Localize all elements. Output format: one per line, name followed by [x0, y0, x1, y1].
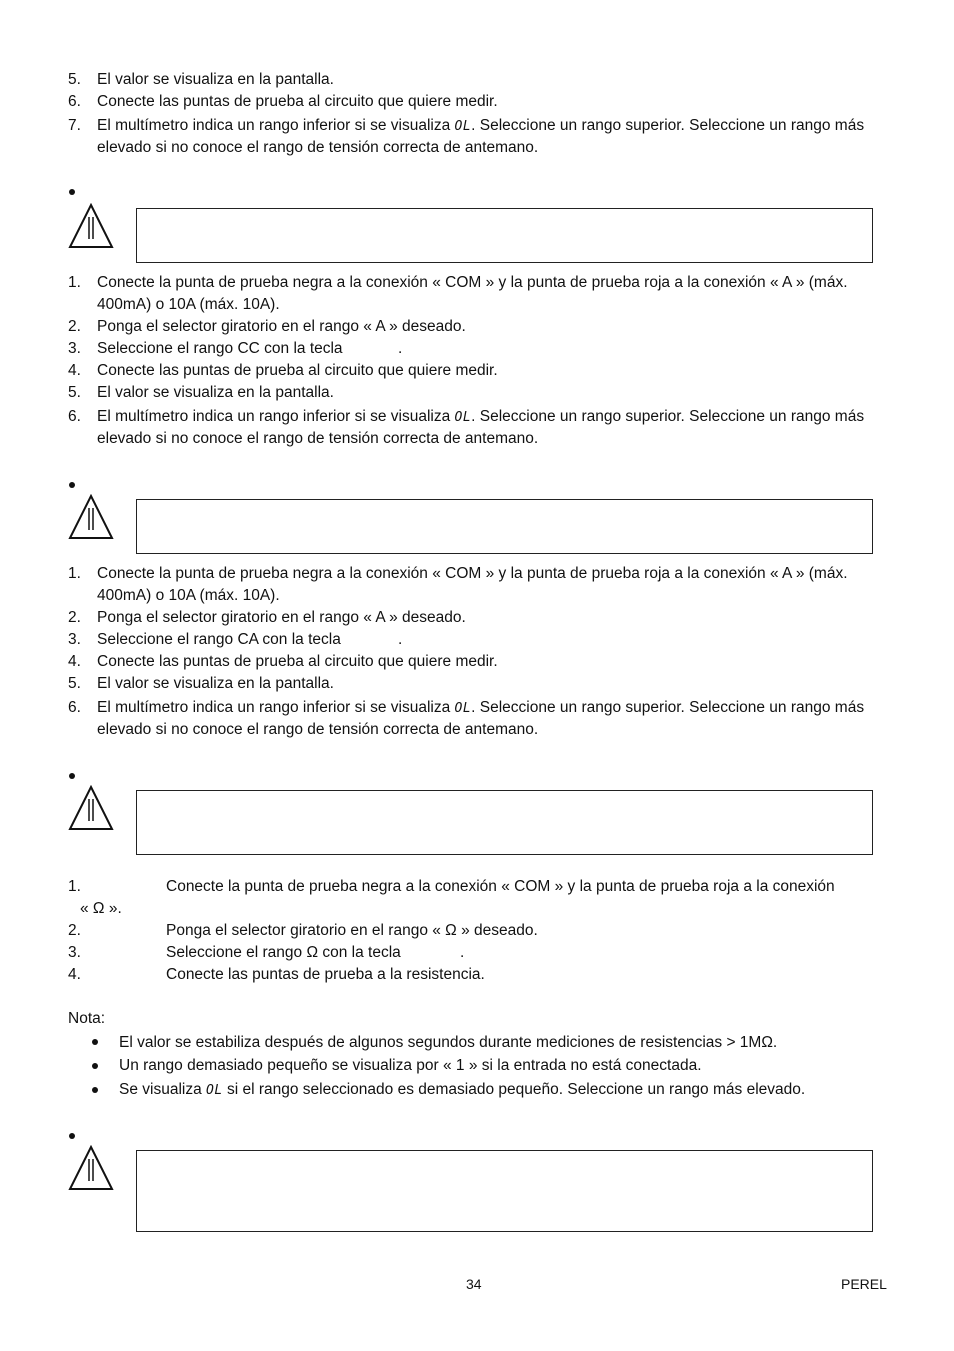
list-item: Seleccione el rango CC con la tecla [97, 340, 343, 357]
list-number: 1. [68, 878, 81, 895]
note-item: Un rango demasiado pequeño se visualiza por « 1 » si la entrada no está conectada. [119, 1057, 702, 1074]
list-item-end: . [398, 631, 403, 648]
list-number: 5. [68, 675, 81, 692]
list-item: Conecte las puntas de prueba al circuito que quiere medir. [97, 653, 498, 670]
list-item: Seleccione el rango Ω con la tecla [166, 944, 401, 961]
ol-display-glyph: OL [454, 701, 472, 716]
brand-name: PEREL [841, 1276, 887, 1292]
bullet-icon [92, 1087, 98, 1093]
list-item: Ponga el selector giratorio en el rango « Ω » deseado. [166, 922, 538, 939]
list-item: El multímetro indica un rango inferior si se visualiza OL. Seleccione un rango superior. Seleccione un rango más [97, 699, 865, 716]
list-item: Conecte las puntas de prueba al circuito que quiere medir. [97, 93, 498, 110]
note-item: El valor se estabiliza después de algunos segundos durante mediciones de resistencias > 1MΩ. [119, 1034, 778, 1051]
list-item: Ponga el selector giratorio en el rango « A » deseado. [97, 318, 466, 335]
list-item-continuation: 400mA) o 10A (máx. 10A). [97, 296, 280, 313]
warning-triangle-icon [68, 785, 114, 831]
note-label: Nota: [68, 1010, 106, 1027]
list-number: 7. [68, 117, 81, 134]
list-number: 2. [68, 318, 81, 335]
warning-box [136, 208, 873, 263]
warning-box [136, 499, 873, 554]
note-item: Se visualiza OL si el rango seleccionado es demasiado pequeño. Seleccione un rango más elevado. [119, 1081, 806, 1098]
list-number: 2. [68, 922, 81, 939]
list-number: 5. [68, 71, 81, 88]
list-item-continuation: 400mA) o 10A (máx. 10A). [97, 587, 280, 604]
list-item: Ponga el selector giratorio en el rango « A » deseado. [97, 609, 466, 626]
bullet-icon [69, 482, 75, 488]
list-number: 3. [68, 340, 81, 357]
list-number: 6. [68, 93, 81, 110]
list-number: 6. [68, 699, 81, 716]
warning-box [136, 790, 873, 855]
list-number: 1. [68, 274, 81, 291]
list-item: El valor se visualiza en la pantalla. [97, 71, 334, 88]
page-number: 34 [466, 1276, 482, 1292]
bullet-icon [69, 1133, 75, 1139]
list-item: Conecte la punta de prueba negra a la conexión « COM » y la punta de prueba roja a la conexión « A » (máx. [97, 274, 848, 291]
list-number: 4. [68, 966, 81, 983]
list-item: El multímetro indica un rango inferior si se visualiza OL. Seleccione un rango superior. Seleccione un rango más [97, 117, 865, 134]
list-item: El multímetro indica un rango inferior si se visualiza OL. Seleccione un rango superior. Seleccione un rango más [97, 408, 865, 425]
list-item: Conecte las puntas de prueba a la resistencia. [166, 966, 485, 983]
list-item: Seleccione el rango CA con la tecla [97, 631, 341, 648]
ol-display-glyph: OL [454, 119, 472, 134]
warning-box [136, 1150, 873, 1232]
bullet-icon [92, 1063, 98, 1069]
list-number: 1. [68, 565, 81, 582]
list-number: 4. [68, 362, 81, 379]
list-number: 6. [68, 408, 81, 425]
list-item: El valor se visualiza en la pantalla. [97, 384, 334, 401]
list-number: 3. [68, 944, 81, 961]
warning-triangle-icon [68, 494, 114, 540]
list-item: Conecte la punta de prueba negra a la conexión « COM » y la punta de prueba roja a la conexión « A » (máx. [97, 565, 848, 582]
list-item-continuation: elevado si no conoce el rango de tensión correcta de antemano. [97, 430, 539, 447]
ol-display-glyph: OL [206, 1083, 223, 1098]
warning-triangle-icon [68, 203, 114, 249]
bullet-icon [69, 189, 75, 195]
list-item-end: . [398, 340, 403, 357]
list-number: 4. [68, 653, 81, 670]
bullet-icon [69, 773, 75, 779]
list-number: 3. [68, 631, 81, 648]
list-item-continuation: « Ω ». [80, 900, 122, 917]
warning-triangle-icon [68, 1145, 114, 1191]
list-item: Conecte las puntas de prueba al circuito que quiere medir. [97, 362, 498, 379]
list-item: El valor se visualiza en la pantalla. [97, 675, 334, 692]
list-number: 2. [68, 609, 81, 626]
list-item-continuation: elevado si no conoce el rango de tensión correcta de antemano. [97, 139, 539, 156]
list-item-continuation: elevado si no conoce el rango de tensión correcta de antemano. [97, 721, 539, 738]
list-item: Conecte la punta de prueba negra a la conexión « COM » y la punta de prueba roja a la conexión [166, 878, 835, 895]
list-number: 5. [68, 384, 81, 401]
list-item-end: . [460, 944, 465, 961]
ol-display-glyph: OL [454, 410, 472, 425]
bullet-icon [92, 1039, 98, 1045]
